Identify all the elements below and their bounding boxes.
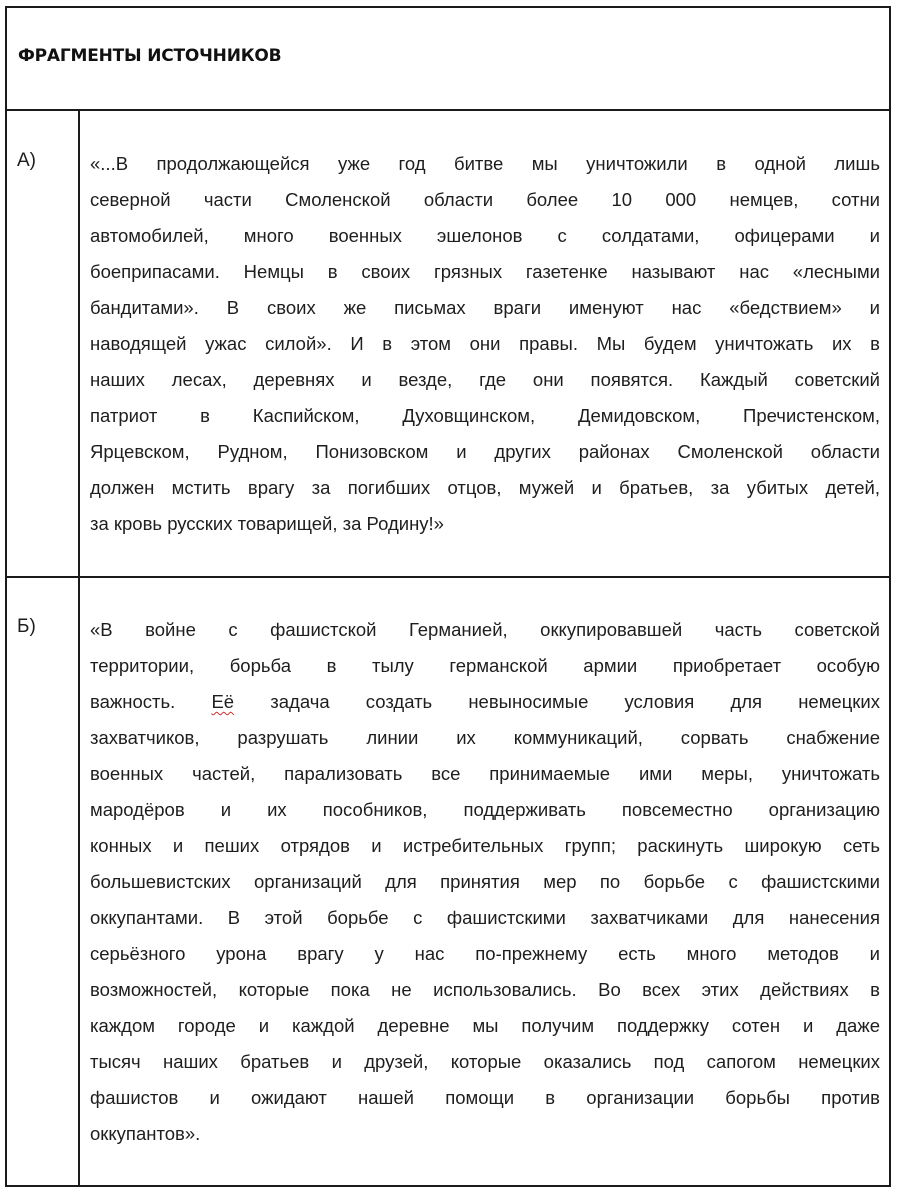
- source-row-a: [7, 111, 889, 578]
- text-line: автомобилей, много военных эшелонов с солдатами, офицерами и: [90, 225, 880, 246]
- source-label-cell: [7, 578, 80, 1185]
- text-line: за кровь русских товарищей, за Родину!»: [90, 513, 444, 534]
- spellcheck-flagged-word: Её: [211, 691, 235, 712]
- text-line: бандитами». В своих же письмах враги именуют нас «бедствием» и: [90, 297, 880, 318]
- text-line: каждом городе и каждой деревне мы получим поддержку сотен и даже: [90, 1015, 880, 1036]
- source-label-cell: [7, 111, 80, 576]
- text-line: захватчиков, разрушать линии их коммуникаций, сорвать снабжение: [90, 727, 880, 748]
- source-text-cell: [80, 578, 889, 1185]
- source-label: А): [17, 150, 36, 171]
- source-row-b: [7, 578, 889, 1185]
- source-text: [90, 612, 880, 1152]
- source-label: Б): [17, 616, 36, 637]
- text-line: конных и пеших отрядов и истребительных групп; раскинуть широкую сеть: [90, 835, 880, 856]
- text-line: серьёзного урона врагу у нас по-прежнему есть много методов и: [90, 943, 880, 964]
- sources-table: [5, 6, 891, 1187]
- text-line: территории, борьба в тылу германской армии приобретает особую: [90, 655, 880, 676]
- text-line: большевистских организаций для принятия мер по борьбе с фашистскими: [90, 871, 880, 892]
- source-text: [90, 146, 880, 542]
- text-line: «...В продолжающейся уже год битве мы уничтожили в одной лишь: [90, 153, 880, 174]
- table-title: ФРАГМЕНТЫ ИСТОЧНИКОВ: [18, 46, 282, 66]
- text-line-composite: [90, 684, 880, 720]
- text-line: «В войне с фашистской Германией, оккупировавшей часть советской: [90, 619, 880, 640]
- text-line: военных частей, парализовать все принимаемые ими меры, уничтожать: [90, 763, 880, 784]
- source-text-cell: [80, 111, 889, 576]
- text-fragment: задача создать невыносимые условия для немецких: [270, 691, 880, 712]
- text-line: фашистов и ожидают нашей помощи в организации борьбы против: [90, 1087, 880, 1108]
- text-line: наших лесах, деревнях и везде, где они появятся. Каждый советский: [90, 369, 880, 390]
- text-line: боеприпасами. Немцы в своих грязных газетенке называют нас «лесными: [90, 261, 880, 282]
- text-fragment: важность.: [90, 691, 176, 712]
- text-line: возможностей, которые пока не использовались. Во всех этих действиях в: [90, 979, 880, 1000]
- text-line: мародёров и их пособников, поддерживать повсеместно организацию: [90, 799, 880, 820]
- text-line: северной части Смоленской области более 10 000 немцев, сотни: [90, 189, 880, 210]
- text-line: Ярцевском, Рудном, Понизовском и других районах Смоленской области: [90, 441, 880, 462]
- text-line: оккупантами. В этой борьбе с фашистскими захватчиками для нанесения: [90, 907, 880, 928]
- text-line: тысяч наших братьев и друзей, которые оказались под сапогом немецких: [90, 1051, 880, 1072]
- text-line: наводящей ужас силой». И в этом они правы. Мы будем уничтожать их в: [90, 333, 880, 354]
- text-line: оккупантов».: [90, 1123, 201, 1144]
- table-header-row: [7, 8, 889, 111]
- text-line: должен мстить врагу за погибших отцов, мужей и братьев, за убитых детей,: [90, 477, 880, 498]
- text-line: патриот в Каспийском, Духовщинском, Демидовском, Пречистенском,: [90, 405, 880, 426]
